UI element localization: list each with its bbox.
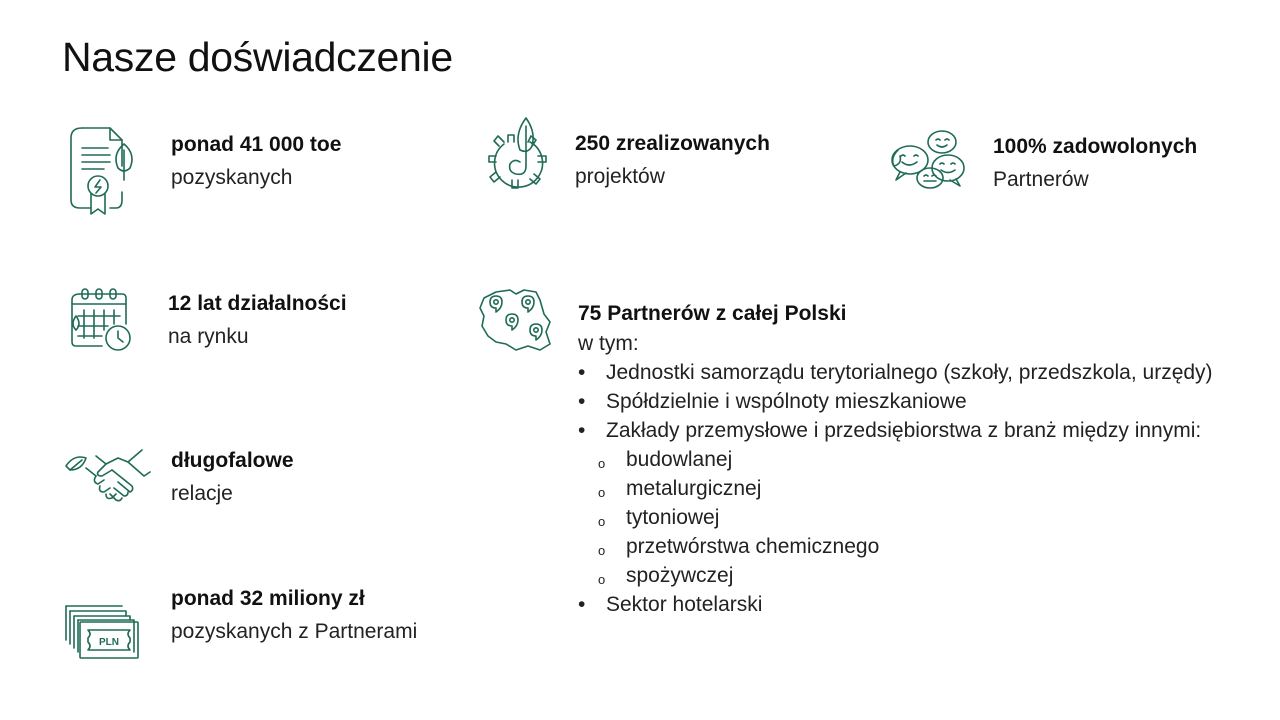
banknotes-pln-icon — [62, 602, 142, 660]
stat-years-label: na rynku — [168, 325, 249, 348]
stat-toe-label: pozyskanych — [171, 166, 293, 189]
stat-years — [168, 287, 347, 353]
page-title: Nasze doświadczenie — [62, 34, 453, 80]
list-item: • Jednostki samorządu terytorialnego (szkoły, przedszkola, urzędy) — [578, 358, 1213, 387]
sublist-item: o tytoniowej — [598, 503, 1213, 532]
happy-faces-speech-bubbles-icon — [888, 128, 968, 196]
stat-satisfied — [993, 130, 1197, 196]
stat-satisfied-value: 100% zadowolonych — [993, 135, 1198, 158]
list-item: • Spółdzielnie i wspólnoty mieszkaniowe — [578, 387, 1213, 416]
stat-relations-value: długofalowe — [171, 449, 294, 472]
calendar-clock-icon — [68, 286, 134, 352]
poland-map-pins-icon — [476, 286, 556, 356]
partners-intro: w tym: — [578, 332, 639, 355]
sublist-item: o przetwórstwa chemicznego — [598, 532, 1213, 561]
stat-projects-label: projektów — [575, 165, 665, 188]
stat-funds — [171, 582, 417, 648]
stat-relations-label: relacje — [171, 482, 233, 505]
stat-toe — [171, 128, 341, 194]
sublist-item: o metalurgicznej — [598, 474, 1213, 503]
list-item: • Sektor hotelarski — [578, 590, 1213, 619]
partners-section — [578, 298, 1213, 619]
stat-years-value: 12 lat działalności — [168, 292, 347, 315]
leaf-gear-icon — [486, 116, 548, 198]
sublist-item: o spożywczej — [598, 561, 1213, 590]
stat-projects — [575, 127, 770, 193]
stat-toe-value: ponad 41 000 toe — [171, 133, 342, 156]
stat-projects-value: 250 zrealizowanych — [575, 132, 770, 155]
partners-list — [578, 358, 1213, 445]
partners-list-tail — [578, 590, 1213, 619]
banknote-label: PLN — [99, 637, 119, 648]
industry-sublist — [578, 445, 1213, 590]
stat-funds-label: pozyskanych z Partnerami — [171, 620, 418, 643]
stat-funds-value: ponad 32 miliony zł — [171, 587, 365, 610]
sublist-item: o budowlanej — [598, 445, 1213, 474]
handshake-icon — [62, 446, 152, 506]
stat-relations — [171, 444, 294, 510]
partners-heading: 75 Partnerów z całej Polski — [578, 302, 847, 325]
certificate-energy-icon — [66, 124, 140, 218]
stat-satisfied-label: Partnerów — [993, 168, 1089, 191]
list-item: • Zakłady przemysłowe i przedsiębiorstwa z branż między innymi: — [578, 416, 1213, 445]
